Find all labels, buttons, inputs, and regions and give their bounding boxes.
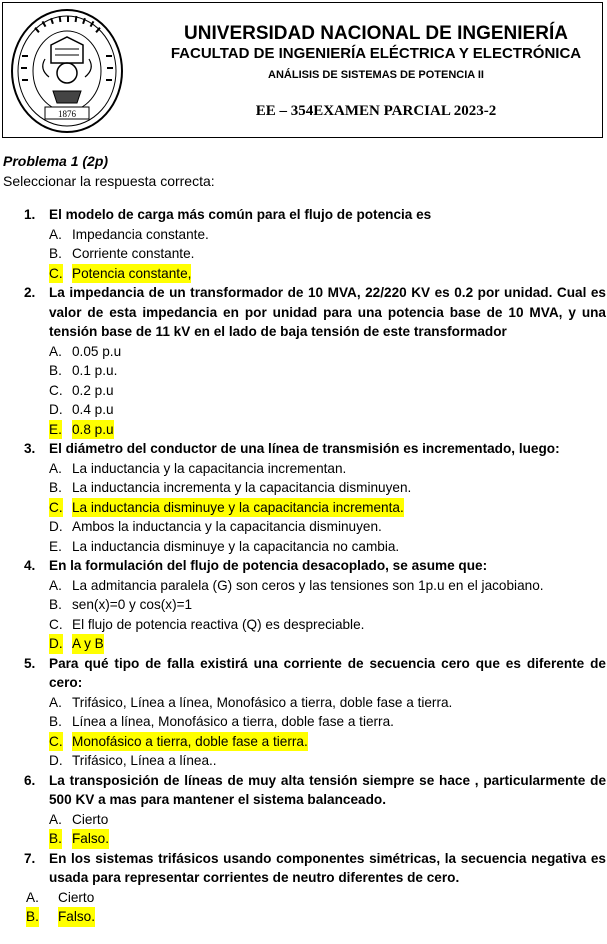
option-letter: E. [49,420,62,440]
option-text: Corriente constante. [72,246,195,261]
option-text: Ambos la inductancia y la capacitancia disminuyen. [72,519,382,534]
problem-title: Problema 1 (2p) [3,153,109,169]
option-text: Línea a línea, Monofásico a tierra, doble fase a tierra. [72,714,394,729]
answer-option [0,810,607,830]
answer-option [0,264,607,284]
answer-option [0,381,607,401]
correct-answer-text: Potencia constante, [72,264,191,284]
question-text: En los sistemas trifásicos usando componentes simétricas, la secuencia negativa es usada para representar corrientes de neutro diferentes de cero. [49,850,606,885]
option-text: La inductancia incrementa y la capacitancia disminuyen. [72,480,412,495]
option-text: 0.05 p.u [72,343,122,359]
question-header [0,556,607,576]
option-letter: D. [49,519,63,534]
question-header [0,439,607,459]
question-item [0,771,607,849]
option-text: sen(x)=0 y cos(x)=1 [72,597,193,612]
question-number: 5. [24,655,36,671]
question-item [0,283,607,439]
option-letter: B. [49,363,62,378]
answer-option [0,888,607,908]
option-letter: D. [49,753,63,768]
option-letter: C. [49,732,63,752]
answer-option [0,615,607,635]
option-letter: E. [49,538,62,554]
answer-option [0,400,607,420]
exam-title: EE – 354EXAMEN PARCIAL 2023-2 [255,103,497,119]
seal-year: 1876 [58,109,76,119]
question-header [0,205,607,225]
correct-answer-text: A y B [72,634,104,654]
option-letter: B. [26,907,39,927]
question-number: 1. [24,207,36,222]
question-item [0,439,607,556]
option-letter: C. [49,498,63,518]
question-number: 7. [24,850,36,866]
question-header [0,654,607,693]
option-letter: B. [49,829,62,849]
option-text: 0.2 p.u [72,382,114,398]
question-number: 3. [24,441,36,456]
university-name: UNIVERSIDAD NACIONAL DE INGENIERÍA [184,23,568,44]
question-item [0,556,607,654]
option-letter: B. [49,246,62,261]
correct-answer-text: Falso. [58,907,95,927]
option-text: La admitancia paralela (G) son ceros y las tensiones son 1p.u en el jacobiano. [72,577,544,593]
answer-option [0,751,607,771]
answer-option [0,517,607,537]
option-letter: D. [49,634,63,654]
option-letter: C. [49,616,63,632]
faculty-name: FACULTAD DE INGENIERÍA ELÉCTRICA Y ELECTRÓNICA [170,45,582,62]
question-number: 4. [24,558,36,573]
question-text: En la formulación del flujo de potencia desacoplado, se asume que: [49,558,488,573]
answer-option [0,634,607,654]
option-letter: A. [49,577,62,593]
answer-option [0,361,607,381]
option-letter: A. [49,811,62,827]
correct-answer-text: 0.8 p.u [72,420,114,440]
option-text: Cierto [72,811,109,827]
question-text: El diámetro del conductor de una línea de transmisión es incrementado, luego: [49,441,560,456]
question-header [0,283,607,342]
answer-option [0,498,607,518]
answer-option [0,907,607,927]
correct-answer-text: Falso. [72,829,109,849]
answer-option [0,420,607,440]
answer-option [0,829,607,849]
question-number: 2. [24,285,36,300]
question-text: La transposición de líneas de muy alta tensión siempre se hace , particularmente de 500 KV a mas para mantener el sistema balanceado. [49,772,606,807]
option-text: Impedancia constante. [72,226,209,242]
question-item [0,205,607,283]
question-item [0,849,607,927]
question-list [0,205,607,927]
question-number: 6. [24,772,36,788]
option-letter: A. [26,889,39,905]
option-letter: C. [49,264,63,284]
option-text: La inductancia disminuye y la capacitancia no cambia. [72,538,400,554]
option-text: 0.4 p.u [72,402,114,417]
answer-option [0,712,607,732]
answer-option [0,537,607,557]
option-text: 0.1 p.u. [72,363,118,378]
option-letter: B. [49,714,62,729]
question-text: El modelo de carga más común para el flujo de potencia es [49,207,432,222]
question-text: Para qué tipo de falla existirá una corriente de secuencia cero que es diferente de cero: [49,655,606,690]
option-text: La inductancia y la capacitancia incrementan. [72,460,347,476]
option-letter: D. [49,402,63,417]
correct-answer-text: La inductancia disminuye y la capacitancia incrementa. [72,498,404,518]
answer-option [0,459,607,479]
answer-option [0,478,607,498]
question-item [0,654,607,771]
exam-header [2,2,603,138]
answer-option [0,693,607,713]
option-letter: A. [49,226,62,242]
option-letter: A. [49,343,62,359]
answer-option [0,732,607,752]
answer-option [0,244,607,264]
option-text: El flujo de potencia reactiva (Q) es despreciable. [72,616,365,632]
question-header [0,771,607,810]
answer-option [0,342,607,362]
option-text: Cierto [58,889,95,905]
answer-option [0,595,607,615]
university-seal-icon [9,7,125,135]
question-text: La impedancia de un transformador de 10 MVA, 22/220 KV es 0.2 por unidad. Cual es valor de esta impedancia en por unidad para una potencia base de 10 MVA, y una tensión base de 11 kV en el lado de baja tensión de este transformador [49,285,606,339]
option-letter: B. [49,480,62,495]
option-letter: A. [49,694,62,710]
question-header [0,849,607,888]
correct-answer-text: Monofásico a tierra, doble fase a tierra. [72,732,308,752]
problem-instruction: Seleccionar la respuesta correcta: [3,173,215,189]
answer-option [0,576,607,596]
option-letter: C. [49,382,63,398]
option-letter: A. [49,460,62,476]
option-letter: B. [49,597,62,612]
option-text: Trifásico, Línea a línea, Monofásico a tierra, doble fase a tierra. [72,694,453,710]
option-text: Trifásico, Línea a línea.. [72,753,217,768]
course-name: ANÁLISIS DE SISTEMAS DE POTENCIA II [268,69,484,81]
answer-option [0,225,607,245]
